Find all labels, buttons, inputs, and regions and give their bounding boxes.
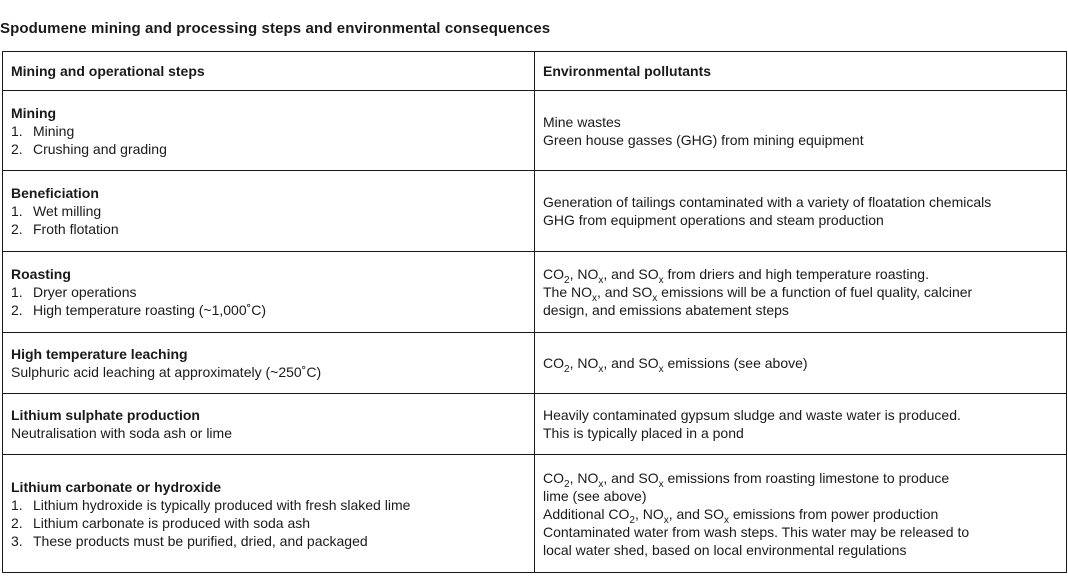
table-row-mining — [3, 91, 1067, 171]
step-name: Roasting — [11, 266, 71, 282]
table-row-lithium-sulphate — [3, 394, 1067, 455]
step-description: Neutralisation with soda ash or lime — [11, 425, 232, 441]
pollutants-cell — [535, 252, 1067, 333]
pollutant-line: Generation of tailings contaminated with a variety of floatation chemicals — [543, 194, 992, 210]
pollutant-line: The $NO_x$, and $SO_x$ emissions will be a function of fuel quality, calciner — [543, 284, 973, 304]
pollutant-line: design, and emissions abatement steps — [543, 302, 789, 318]
step-name: Mining — [11, 104, 57, 121]
steps-cell — [3, 333, 535, 394]
pollutants-table — [2, 51, 1067, 573]
step-list — [11, 122, 526, 158]
pollutant-line: Contaminated water from wash steps. This water may be released to — [543, 523, 970, 540]
pollutants-cell — [535, 333, 1067, 394]
table-row-beneficiation — [3, 171, 1067, 252]
steps-cell — [3, 394, 535, 455]
table-row-lithium-carbonate — [3, 455, 1067, 573]
step-list-item: 2. Lithium carbonate is produced with soda ash — [11, 514, 311, 531]
pollutant-line: lime (see above) — [543, 487, 647, 504]
pollutant-line: Mine wastes — [543, 113, 621, 130]
step-list — [11, 496, 526, 550]
header-pollutants: Environmental pollutants — [535, 52, 1067, 91]
table-row-roasting — [3, 252, 1067, 333]
table-title: Spodumene mining and processing steps and environmental consequences — [0, 20, 551, 37]
table-header-row — [3, 52, 1067, 91]
pollutant-line: This is typically placed in a pond — [543, 425, 744, 441]
steps-cell — [3, 252, 535, 333]
table-row-leaching — [3, 333, 1067, 394]
pollutant-line: $CO_2$, $NO_x$, and $SO_x$ from driers and high temperature roasting. — [543, 266, 929, 286]
steps-cell — [3, 171, 535, 252]
step-name: Lithium sulphate production — [11, 407, 200, 423]
pollutant-line: $CO_2$, $NO_x$, and $SO_x$ emissions from roasting limestone to produce — [543, 469, 950, 490]
steps-cell — [3, 91, 535, 171]
step-list-item: 2. High temperature roasting (~1,000˚C) — [11, 302, 267, 318]
step-description: Sulphuric acid leaching at approximately (~250˚C) — [11, 364, 322, 380]
step-list — [11, 202, 526, 238]
pollutants-cell — [535, 91, 1067, 171]
pollutant-line: Green house gasses (GHG) from mining equipment — [543, 131, 864, 148]
step-list-item: 1. Mining — [11, 122, 75, 139]
pollutant-line: Heavily contaminated gypsum sludge and waste water is produced. — [543, 407, 961, 423]
steps-cell — [3, 455, 535, 573]
pollutant-line: GHG from equipment operations and steam production — [543, 212, 884, 228]
pollutant-line: $CO_2$, $NO_x$, and $SO_x$ emissions (see above) — [543, 355, 808, 375]
step-list-item: 2. Crushing and grading — [11, 140, 167, 157]
step-list-item: 2. Froth flotation — [11, 221, 119, 237]
pollutant-line: local water shed, based on local environmental regulations — [543, 541, 907, 558]
step-list-item: 1. Lithium hydroxide is typically produced with fresh slaked lime — [11, 496, 411, 513]
step-list-item: 3. These products must be purified, dried, and packaged — [11, 532, 368, 549]
pollutants-cell — [535, 394, 1067, 455]
header-steps: Mining and operational steps — [3, 52, 535, 91]
step-name: Lithium carbonate or hydroxide — [11, 478, 222, 495]
pollutants-cell — [535, 171, 1067, 252]
pollutants-cell — [535, 455, 1067, 573]
pollutant-line: Additional $CO_2$, $NO_x$, and $SO_x$ emissions from power production — [543, 505, 939, 526]
step-list — [11, 283, 526, 319]
step-list-item: 1. Dryer operations — [11, 284, 137, 300]
step-name: High temperature leaching — [11, 346, 188, 362]
step-list-item: 1. Wet milling — [11, 203, 102, 219]
step-name: Beneficiation — [11, 185, 99, 201]
